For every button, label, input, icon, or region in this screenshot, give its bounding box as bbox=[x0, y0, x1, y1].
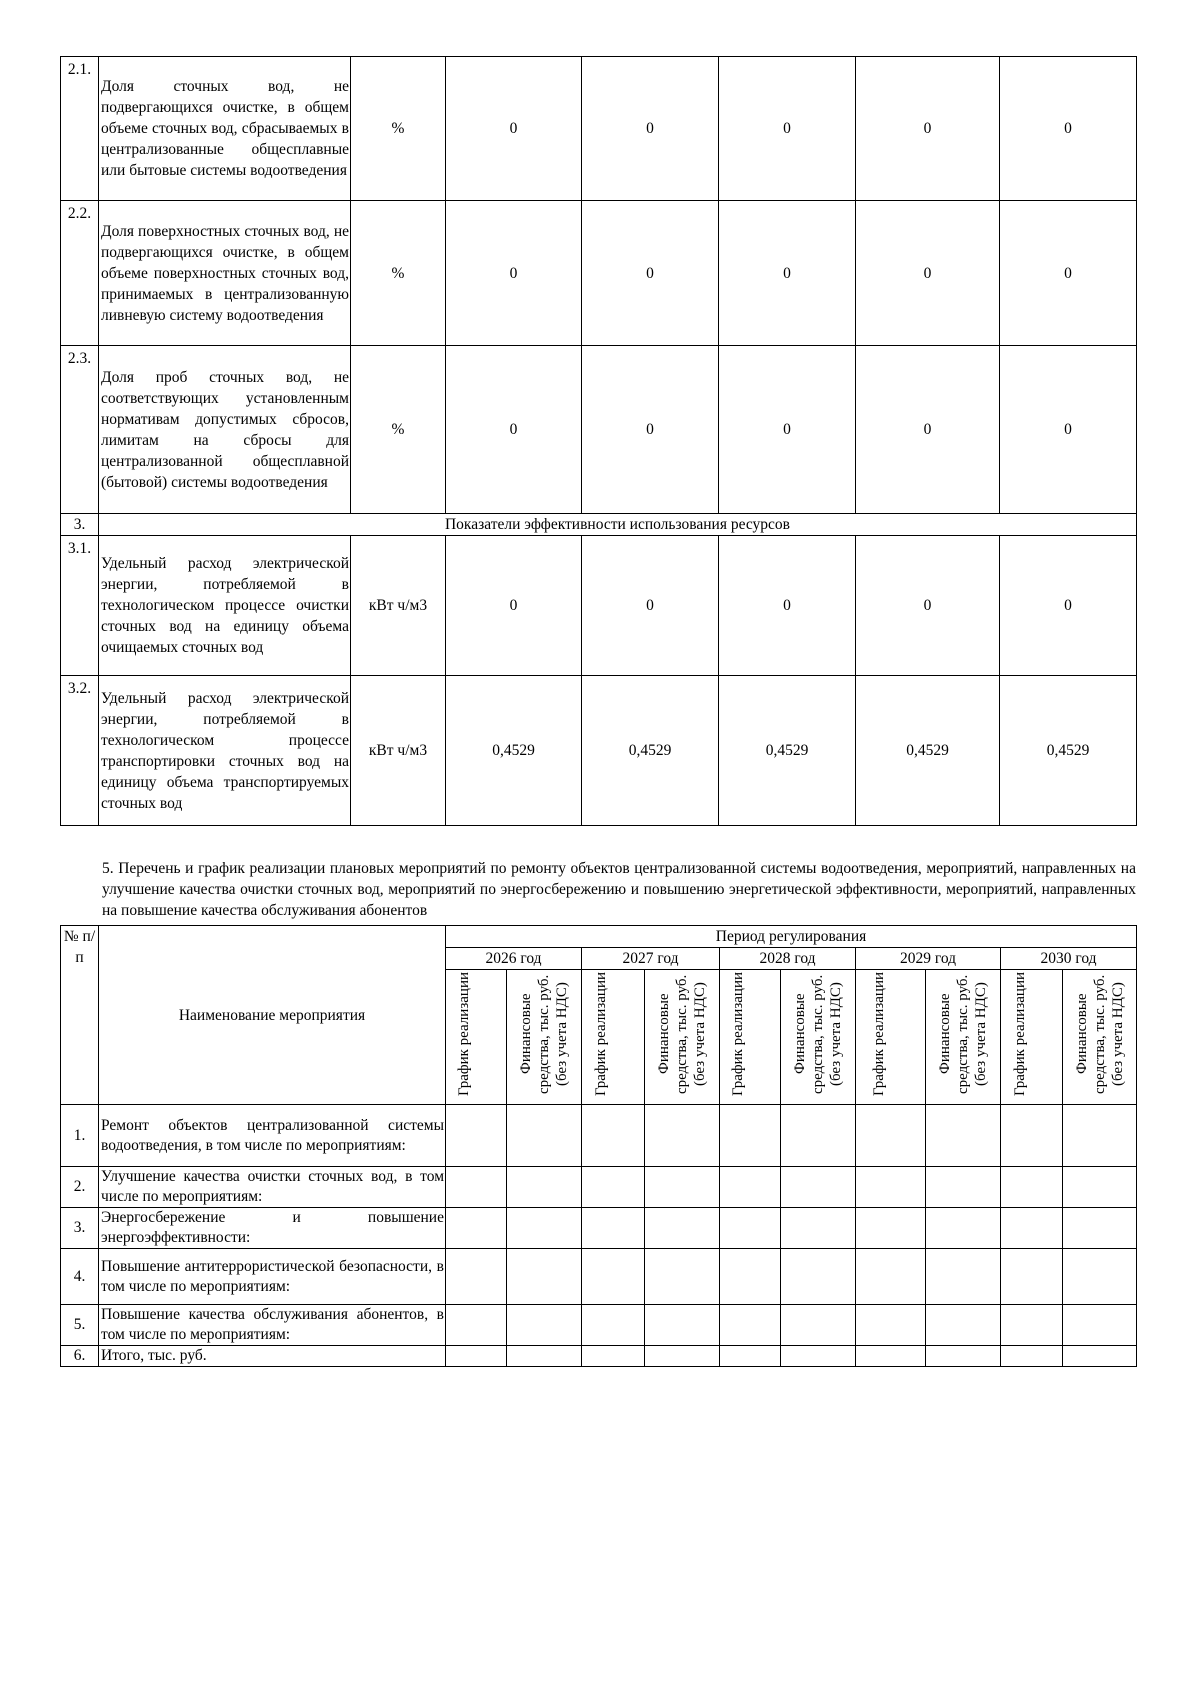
indicator-description: Удельный расход электрической энергии, потребляемой в технологическом процессе транспортировки сточных вод на единицу объема транспортируемых сточных вод bbox=[99, 676, 351, 826]
indicators-table bbox=[60, 56, 1137, 826]
value-cell: 0 bbox=[446, 57, 582, 201]
header-finance: Финансовые средства, тыс. руб. (без учета НДС) bbox=[1073, 974, 1126, 1094]
section-title: Показатели эффективности использования ресурсов bbox=[99, 514, 1137, 536]
value-cell: 0 bbox=[582, 536, 719, 676]
row-number: 2.1. bbox=[61, 57, 99, 201]
header-finance: Финансовые средства, тыс. руб. (без учета НДС) bbox=[518, 974, 570, 1094]
indicator-description: Доля проб сточных вод, не соответствующих установленным нормативам допустимых сбросов, лимитам на сбросы для централизованной общесплавной (бытовой) системы водоотведения bbox=[99, 346, 351, 514]
unit: % bbox=[351, 201, 446, 346]
measure-name: Энергосбережение и повышение энергоэффективности: bbox=[99, 1208, 446, 1249]
table-row bbox=[61, 1346, 1137, 1367]
header-schedule: График реализации bbox=[730, 972, 746, 1096]
header-number: № п/п bbox=[61, 926, 99, 1105]
value-cell: 0 bbox=[856, 201, 1000, 346]
header-name: Наименование мероприятия bbox=[99, 926, 446, 1105]
indicator-description: Доля поверхностных сточных вод, не подвергающихся очистке, в общем объеме поверхностных сточных вод, принимаемых в централизованную ливневую систему водоотведения bbox=[99, 201, 351, 346]
value-cell: 0 bbox=[1000, 57, 1137, 201]
header-year: 2028 год bbox=[720, 948, 856, 970]
header-schedule: График реализации bbox=[1011, 972, 1028, 1096]
table-row bbox=[61, 676, 1137, 826]
measure-name: Улучшение качества очистки сточных вод, в том числе по мероприятиям: bbox=[99, 1167, 446, 1208]
header-year: 2026 год bbox=[446, 948, 582, 970]
section-number: 3. bbox=[61, 514, 99, 536]
value-cell: 0,4529 bbox=[719, 676, 856, 826]
header-finance: Финансовые средства, тыс. руб. (без учета НДС) bbox=[937, 974, 989, 1094]
measures-table bbox=[60, 925, 1137, 1367]
table-row bbox=[61, 1208, 1137, 1249]
table-row bbox=[61, 1249, 1137, 1305]
value-cell: 0,4529 bbox=[1000, 676, 1137, 826]
header-schedule: График реализации bbox=[593, 972, 609, 1096]
measure-name: Повышение антитеррористической безопасности, в том числе по мероприятиям: bbox=[99, 1249, 446, 1305]
header-finance: Финансовые средства, тыс. руб. (без учета НДС) bbox=[656, 974, 708, 1094]
row-number: 4. bbox=[61, 1249, 99, 1305]
value-cell: 0 bbox=[719, 57, 856, 201]
row-number: 5. bbox=[61, 1305, 99, 1346]
unit: % bbox=[351, 346, 446, 514]
header-schedule: График реализации bbox=[870, 972, 887, 1096]
measure-name: Итого, тыс. руб. bbox=[99, 1346, 446, 1367]
indicator-description: Удельный расход электрической энергии, потребляемой в технологическом процессе очистки сточных вод на единицу объема очищаемых сточных вод bbox=[99, 536, 351, 676]
table-row bbox=[61, 201, 1137, 346]
value-cell: 0,4529 bbox=[856, 676, 1000, 826]
header-year: 2027 год bbox=[582, 948, 720, 970]
value-cell: 0 bbox=[446, 346, 582, 514]
value-cell: 0 bbox=[1000, 536, 1137, 676]
value-cell: 0 bbox=[446, 536, 582, 676]
value-cell: 0 bbox=[582, 346, 719, 514]
row-number: 2.2. bbox=[61, 201, 99, 346]
unit: кВт ч/м3 bbox=[351, 536, 446, 676]
table-row bbox=[61, 536, 1137, 676]
row-number: 3.1. bbox=[61, 536, 99, 676]
value-cell: 0 bbox=[719, 201, 856, 346]
value-cell: 0,4529 bbox=[446, 676, 582, 826]
table-row bbox=[61, 1305, 1137, 1346]
value-cell: 0 bbox=[582, 57, 719, 201]
value-cell: 0 bbox=[856, 346, 1000, 514]
value-cell: 0 bbox=[719, 536, 856, 676]
measure-name: Повышение качества обслуживания абонентов, в том числе по мероприятиям: bbox=[99, 1305, 446, 1346]
unit: % bbox=[351, 57, 446, 201]
section-5-heading: 5. Перечень и график реализации плановых мероприятий по ремонту объектов централизованной системы водоотведения, мероприятий, направленных на улучшение качества очистки сточных вод, мероприятий по энергосбережению и повышению энергетической эффективности, мероприятий, направленных на повышение качества обслуживания абонентов bbox=[102, 860, 1136, 919]
value-cell: 0 bbox=[856, 536, 1000, 676]
measure-name: Ремонт объектов централизованной системы водоотведения, в том числе по мероприятиям: bbox=[99, 1105, 446, 1167]
value-cell: 0 bbox=[582, 201, 719, 346]
table-row bbox=[61, 346, 1137, 514]
value-cell: 0 bbox=[856, 57, 1000, 201]
unit: кВт ч/м3 bbox=[351, 676, 446, 826]
row-number: 3. bbox=[61, 1208, 99, 1249]
table-row bbox=[61, 1105, 1137, 1167]
value-cell: 0 bbox=[446, 201, 582, 346]
value-cell: 0 bbox=[1000, 201, 1137, 346]
header-period: Период регулирования bbox=[446, 926, 1137, 948]
value-cell: 0 bbox=[1000, 346, 1137, 514]
value-cell: 0 bbox=[719, 346, 856, 514]
table-row bbox=[61, 57, 1137, 201]
header-schedule: График реализации bbox=[456, 972, 472, 1096]
header-year: 2029 год bbox=[856, 948, 1001, 970]
value-cell: 0,4529 bbox=[582, 676, 719, 826]
section-row bbox=[61, 514, 1137, 536]
header-finance: Финансовые средства, тыс. руб. (без учета НДС) bbox=[792, 974, 844, 1094]
row-number: 2.3. bbox=[61, 346, 99, 514]
row-number: 6. bbox=[61, 1346, 99, 1367]
row-number: 1. bbox=[61, 1105, 99, 1167]
indicator-description: Доля сточных вод, не подвергающихся очистке, в общем объеме сточных вод, сбрасываемых в централизованные общесплавные или бытовые системы водоотведения bbox=[99, 57, 351, 201]
header-year: 2030 год bbox=[1001, 948, 1137, 970]
row-number: 2. bbox=[61, 1167, 99, 1208]
row-number: 3.2. bbox=[61, 676, 99, 826]
table-row bbox=[61, 1167, 1137, 1208]
